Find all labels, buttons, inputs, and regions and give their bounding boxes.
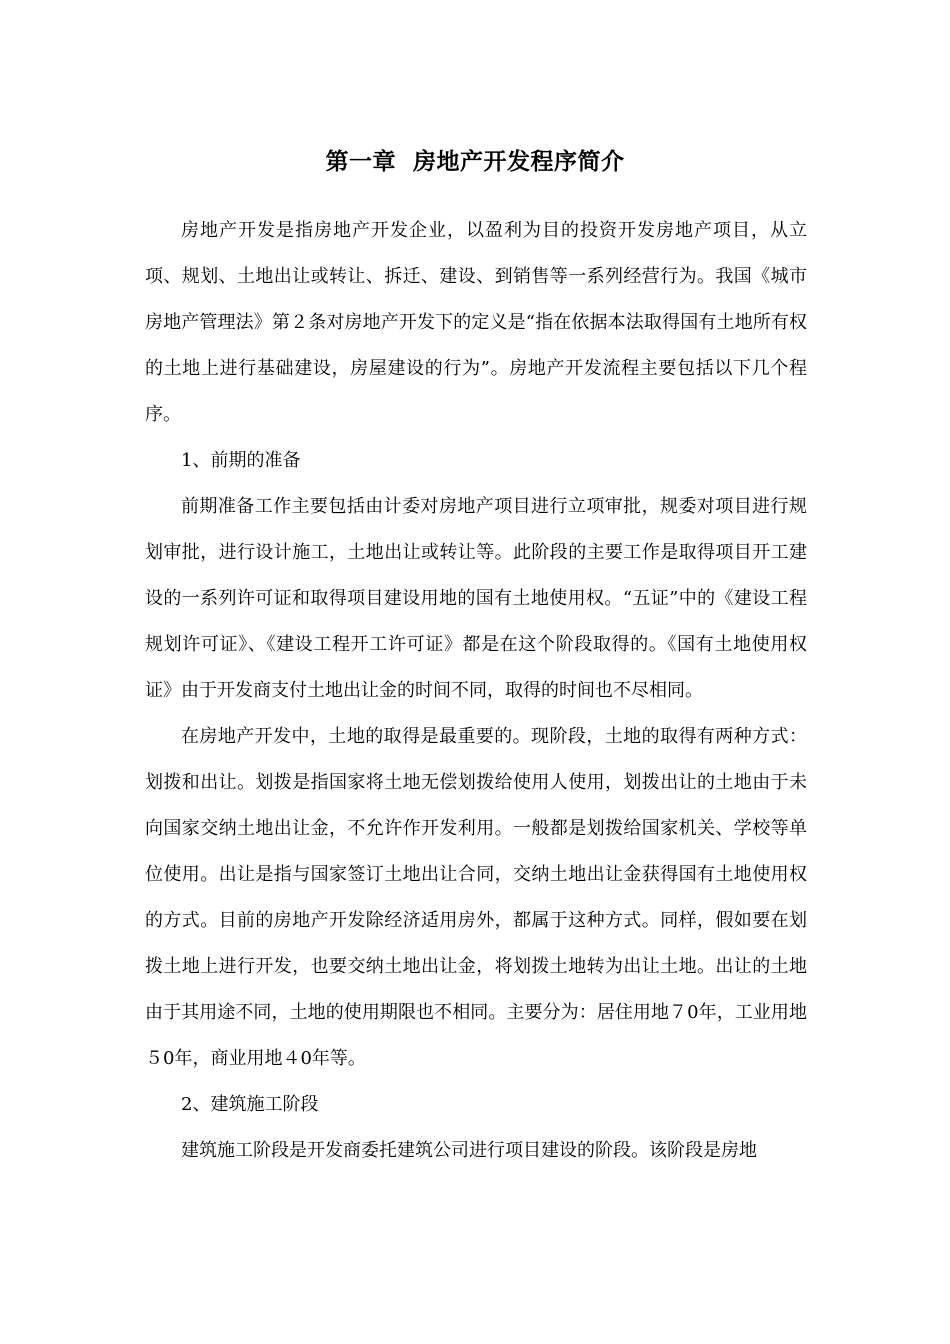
- paragraph-construction: 建筑施工阶段是开发商委托建筑公司进行项目建设的阶段。该阶段是房地: [181, 1140, 757, 1161]
- paragraph-land-acquisition: 在房地产开发中，土地的取得是最重要的。现阶段，土地的取得有两种方式：划拨和出让。划拨是指国家将土地无偿划拨给使用人使用，划拨出让的土地由于未向国家交纳土地出让金，不允许作开发利用。一般都是划拨给国家机关、学校等单位使用。出让是指与国家签订土地出让合同，交纳土地出让金获得国有土地使用权的方式。目前的房地产开发除经济适用房外，都属于这种方式。同样，假如要在划拨土地上进行开发，也要交纳土地出让金，将划拨土地转为出让土地。出让的土地由于其用途不同，土地的使用期限也不相同。主要分为：居住用地７0年，工业用地５0年，商业用地４0年等。: [145, 726, 807, 1069]
- paragraph-intro: 房地产开发是指房地产开发企业，以盈利为目的投资开发房地产项目，从立项、规划、土地出让或转让、拆迁、建设、到销售等一系列经营行为。我国《城市房地产管理法》第２条对房地产开发下的定义是“指在依据本法取得国有土地所有权的土地上进行基础建设，房屋建设的行为”。房地产开发流程主要包括以下几个程序。: [145, 220, 807, 425]
- section-heading-preparation: 1、前期的准备: [181, 450, 301, 471]
- document-body: [145, 208, 807, 1174]
- section-heading-construction: 2、建筑施工阶段: [181, 1094, 319, 1115]
- paragraph-preparation: 前期准备工作主要包括由计委对房地产项目进行立项审批，规委对项目进行规划审批，进行设计施工，土地出让或转让等。此阶段的主要工作是取得项目开工建设的一系列许可证和取得项目建设用地的国有土地使用权。“五证”中的《建设工程规划许可证》、《建设工程开工许可证》都是在这个阶段取得的。《国有土地使用权证》由于开发商支付土地出让金的时间不同，取得的时间也不尽相同。: [145, 496, 807, 701]
- chapter-title: 第一章 房地产开发程序简介: [325, 148, 625, 175]
